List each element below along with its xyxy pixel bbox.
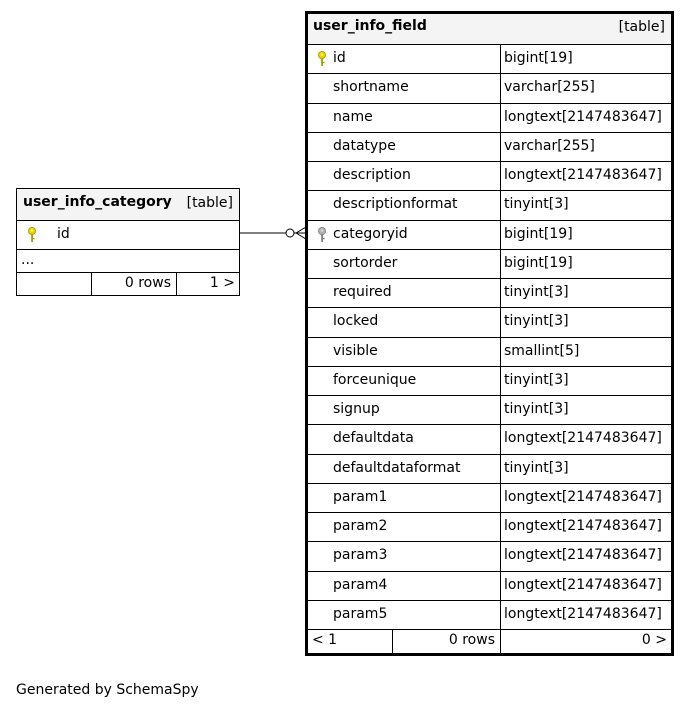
column-row[interactable] xyxy=(308,44,671,73)
generated-by-label: Generated by SchemaSpy xyxy=(16,682,199,698)
column-row[interactable] xyxy=(308,249,671,278)
column-name: defaultdataformat xyxy=(333,459,461,476)
column-type: tinyint[3] xyxy=(504,371,569,388)
column-name: datatype xyxy=(333,137,396,154)
next-page-link[interactable]: 0 > xyxy=(641,632,667,648)
column-name: forceunique xyxy=(333,371,417,388)
primary-key-icon xyxy=(315,50,329,68)
column-row[interactable] xyxy=(308,395,671,424)
column-name: categoryid xyxy=(333,225,408,242)
column-name: name xyxy=(333,108,373,125)
column-type: varchar[255] xyxy=(504,79,595,96)
column-type: tinyint[3] xyxy=(504,284,569,300)
column-row[interactable] xyxy=(308,483,671,512)
ellipsis: ... xyxy=(21,252,35,268)
column-type: longtext[2147483647] xyxy=(504,576,662,593)
row-count: 0 rows xyxy=(448,632,495,648)
column-name: descriptionformat xyxy=(333,196,458,213)
column-row[interactable] xyxy=(308,366,671,395)
column-type: bigint[19] xyxy=(504,225,573,242)
column-row[interactable] xyxy=(308,73,671,102)
column-name: param2 xyxy=(333,518,388,534)
column-type: varchar[255] xyxy=(504,137,595,154)
column-type: tinyint[3] xyxy=(504,313,569,330)
table-user-info-field[interactable] xyxy=(305,11,674,656)
column-name: param3 xyxy=(333,547,388,564)
column-row[interactable] xyxy=(308,541,671,570)
table-kind: [table] xyxy=(618,19,665,35)
table-header xyxy=(17,189,239,220)
prev-page-link[interactable]: < 1 xyxy=(312,632,338,648)
column-row[interactable] xyxy=(308,220,671,249)
foreign-key-icon xyxy=(315,226,329,244)
column-name: id xyxy=(333,50,346,66)
column-row[interactable] xyxy=(308,600,671,629)
column-name: param1 xyxy=(333,488,388,505)
column-type: tinyint[3] xyxy=(504,196,569,213)
column-type: longtext[2147483647] xyxy=(504,167,662,183)
column-row[interactable] xyxy=(308,132,671,161)
column-name: sortorder xyxy=(333,254,398,271)
column-name: defaultdata xyxy=(333,430,414,447)
column-row[interactable] xyxy=(308,190,671,219)
table-name: user_info_category xyxy=(23,194,172,210)
column-row[interactable] xyxy=(308,571,671,600)
column-row[interactable] xyxy=(308,424,671,453)
table-footer xyxy=(17,272,239,295)
column-type: bigint[19] xyxy=(504,50,573,66)
column-name: description xyxy=(333,167,411,183)
primary-key-icon xyxy=(25,226,39,244)
column-row[interactable] xyxy=(308,307,671,336)
column-name: shortname xyxy=(333,79,409,96)
row-count: 0 rows xyxy=(124,275,171,291)
table-kind: [table] xyxy=(186,195,233,211)
next-page-link[interactable]: 1 > xyxy=(209,275,235,291)
column-type: longtext[2147483647] xyxy=(504,605,662,622)
column-name: required xyxy=(333,284,392,300)
column-type: longtext[2147483647] xyxy=(504,108,662,125)
column-type: smallint[5] xyxy=(504,342,580,359)
column-row[interactable] xyxy=(308,512,671,541)
column-row[interactable] xyxy=(17,220,239,249)
column-name: id xyxy=(57,226,70,242)
column-type: bigint[19] xyxy=(504,254,573,271)
column-name: locked xyxy=(333,313,379,330)
column-type: longtext[2147483647] xyxy=(504,430,662,447)
column-type: tinyint[3] xyxy=(504,459,569,476)
column-row[interactable] xyxy=(308,454,671,483)
column-name: param4 xyxy=(333,576,388,593)
column-name: signup xyxy=(333,401,380,417)
column-type: tinyint[3] xyxy=(504,401,569,417)
table-header xyxy=(308,14,671,44)
column-row[interactable] xyxy=(308,103,671,132)
column-name: visible xyxy=(333,342,378,359)
more-columns-row xyxy=(17,249,239,272)
table-user-info-category[interactable] xyxy=(16,188,240,296)
column-row[interactable] xyxy=(308,161,671,190)
column-row[interactable] xyxy=(308,337,671,366)
column-type: longtext[2147483647] xyxy=(504,547,662,564)
column-type: longtext[2147483647] xyxy=(504,518,662,534)
column-row[interactable] xyxy=(308,278,671,307)
table-footer xyxy=(308,629,671,653)
column-name: param5 xyxy=(333,605,388,622)
table-name: user_info_field xyxy=(313,18,427,34)
column-type: longtext[2147483647] xyxy=(504,488,662,505)
